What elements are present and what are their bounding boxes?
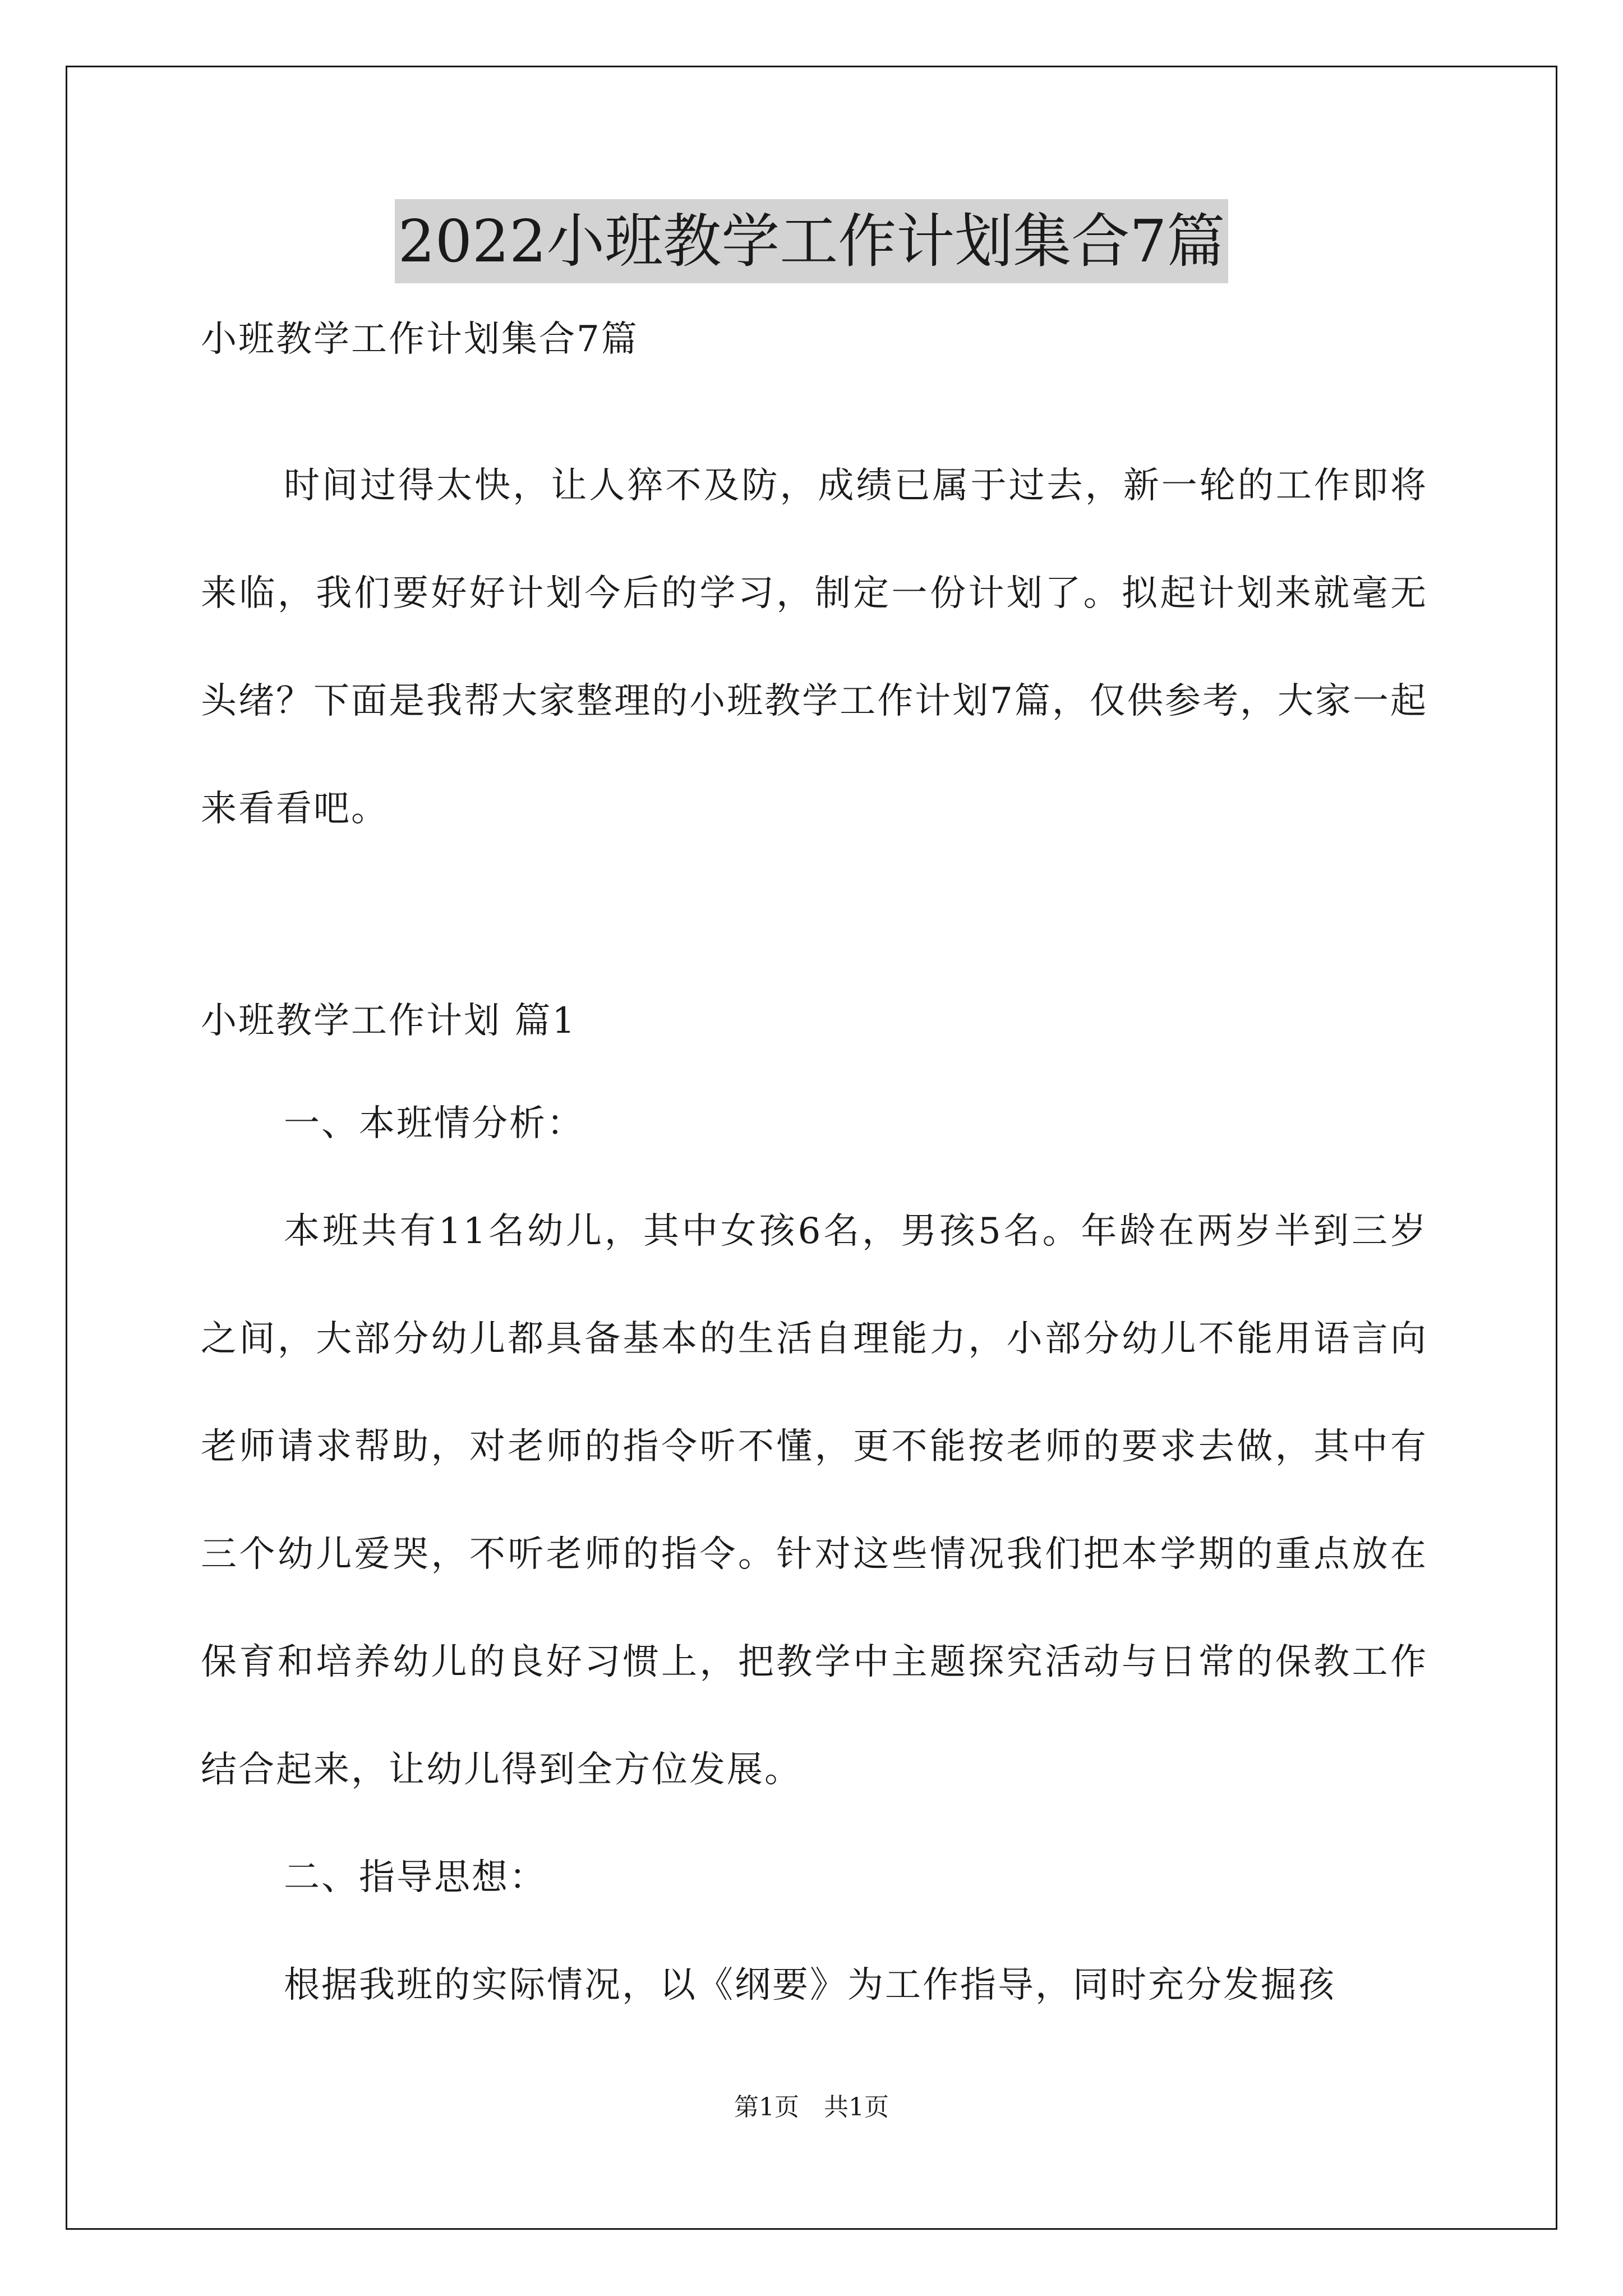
page-footer: 第1页 共1页 — [734, 2093, 889, 2122]
intro-paragraph: 时间过得太快，让人猝不及防，成绩已属于过去，新一轮的工作即将来临，我们要好好计划今后的学习，制定一份计划了。拟起计划来就毫无头绪？下面是我帮大家整理的小班教学工作计划7篇，仅供参考，大家一起来看看吧。 — [201, 465, 1428, 830]
point1-paragraph: 本班共有11名幼儿，其中女孩6名，男孩5名。年龄在两岁半到三岁之间，大部分幼儿都具备基本的生活自理能力，小部分幼儿不能用语言向老师请求帮助，对老师的指令听不懂，更不能按老师的要求去做，其中有三个幼儿爱哭，不听老师的指令。针对这些情况我们把本学期的重点放在保育和培养幼儿的良好习惯上，把教学中主题探究活动与日常的保教工作结合起来，让幼儿得到全方位发展。 — [201, 1211, 1428, 1791]
point1-heading: 一、本班情分析： — [284, 1103, 584, 1144]
document-subtitle: 小班教学工作计划集合7篇 — [201, 319, 639, 360]
point2-heading: 二、指导思想： — [284, 1857, 547, 1898]
document-title: 2022小班教学工作计划集合7篇 — [395, 199, 1229, 283]
point2-paragraph: 根据我班的实际情况，以《纲要》为工作指导，同时充分发掘孩 — [284, 1964, 1336, 2006]
section-heading: 小班教学工作计划 篇1 — [201, 1000, 577, 1042]
title-container — [0, 199, 1623, 283]
